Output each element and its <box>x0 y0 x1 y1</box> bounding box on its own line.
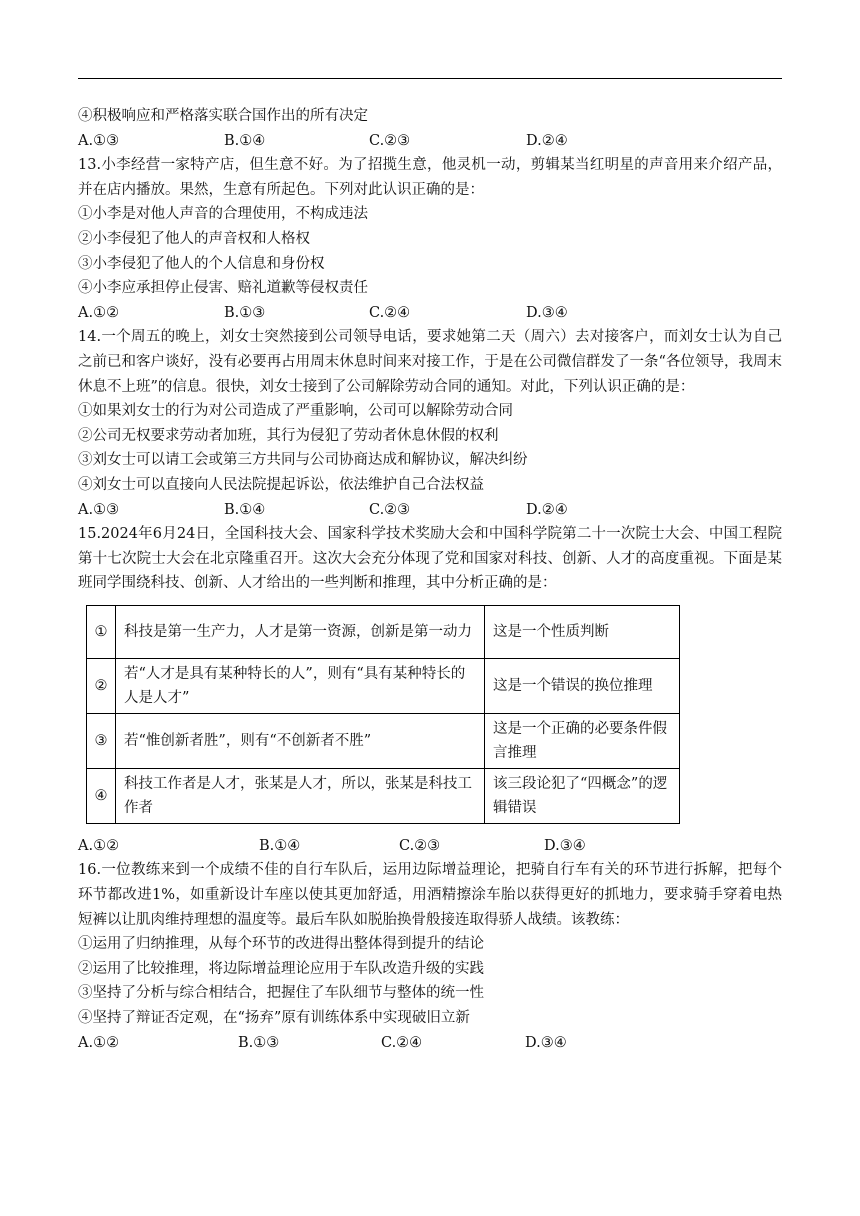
q14-item-2: ②公司无权要求劳动者加班，其行为侵犯了劳动者休息休假的权利 <box>78 427 499 444</box>
q15-option-b[interactable]: B.①④ <box>259 837 301 854</box>
header-rule <box>78 78 782 79</box>
q16-option-d[interactable]: D.③④ <box>525 1034 567 1051</box>
row-analysis: 这是一个错误的换位推理 <box>485 658 680 713</box>
exam-page <box>78 104 782 1055</box>
row-number: ③ <box>87 713 116 768</box>
q14-option-a[interactable]: A.①③ <box>78 501 120 518</box>
q15-stem: 15.2024年6月24日，全国科技大会、国家科学技术奖励大会和中国科学院第二十一次院士大会、中国工程院第十七次院士大会在北京隆重召开。这次大会充分体现了党和国家对科技、创新、人才的高度重视。下面是某班同学围绕科技、创新、人才给出的一些判断和推理，其中分析正确的是： <box>78 526 782 592</box>
q12-option-b[interactable]: B.①④ <box>224 132 266 149</box>
q14-stem: 14.一个周五的晚上，刘女士突然接到公司领导电话，要求她第二天（周六）去对接客户，而刘女士认为自己之前已和客户谈好，没有必要再占用周末休息时间来对接工作，于是在公司微信群发了一条“各位领导，我周末休息不上班”的信息。很快，刘女士接到了公司解除劳动合同的通知。对此，下列认识正确的是： <box>78 329 782 395</box>
q14-option-c[interactable]: C.②③ <box>369 501 411 518</box>
q13-option-b[interactable]: B.①③ <box>224 304 266 321</box>
q12-options <box>78 129 782 154</box>
row-analysis: 这是一个正确的必要条件假言推理 <box>485 713 680 768</box>
q14-option-d[interactable]: D.②④ <box>526 501 568 518</box>
row-statement: 若“人才是具有某种特长的人”，则有“具有某种特长的人是人才” <box>116 658 485 713</box>
table-row <box>87 605 680 658</box>
q13-stem: 13.小李经营一家特产店，但生意不好。为了招揽生意，他灵机一动，剪辑某当红明星的声音用来介绍产品，并在店内播放。果然，生意有所起色。下列对此认识正确的是： <box>78 157 782 198</box>
q15-options <box>78 834 782 859</box>
row-number: ① <box>87 605 116 658</box>
q14-item-4: ④刘女士可以直接向人民法院提起诉讼，依法维护自己合法权益 <box>78 476 484 493</box>
q16-option-b[interactable]: B.①③ <box>238 1034 280 1051</box>
table-row <box>87 713 680 768</box>
q13-item-4: ④小李应承担停止侵害、赔礼道歉等侵权责任 <box>78 280 368 297</box>
row-analysis: 该三段论犯了“四概念”的逻辑错误 <box>485 768 680 823</box>
q12-option-d[interactable]: D.②④ <box>526 132 568 149</box>
q13-item-2: ②小李侵犯了他人的声音权和人格权 <box>78 230 310 247</box>
q15-option-c[interactable]: C.②③ <box>399 837 441 854</box>
q12-option-a[interactable]: A.①③ <box>78 132 120 149</box>
q13-option-a[interactable]: A.①② <box>78 304 120 321</box>
q16-item-1: ①运用了归纳推理，从每个环节的改进得出整体得到提升的结论 <box>78 936 484 953</box>
q15-option-d[interactable]: D.③④ <box>544 837 586 854</box>
q16-options <box>78 1031 782 1056</box>
q13-options <box>78 301 782 326</box>
q14-item-1: ①如果刘女士的行为对公司造成了严重影响，公司可以解除劳动合同 <box>78 403 513 420</box>
q13-item-3: ③小李侵犯了他人的个人信息和身份权 <box>78 255 325 272</box>
q13-item-1: ①小李是对他人声音的合理使用，不构成违法 <box>78 206 368 223</box>
q16-item-4: ④坚持了辩证否定观，在“扬弃”原有训练体系中实现破旧立新 <box>78 1010 470 1027</box>
q12-item-4: ④积极响应和严格落实联合国作出的所有决定 <box>78 108 368 124</box>
row-number: ④ <box>87 768 116 823</box>
q16-stem: 16.一位教练来到一个成绩不佳的自行车队后，运用边际增益理论，把骑自行车有关的环节进行拆解，把每个环节都改进1%，如重新设计车座以使其更加舒适，用酒精擦涂车胎以获得更好的抓地力，要求骑手穿着电热短裤以让肌肉维持理想的温度等。最后车队如脱胎换骨般接连取得骄人战绩。该教练： <box>78 862 782 928</box>
q13-option-c[interactable]: C.②④ <box>369 304 411 321</box>
row-analysis: 这是一个性质判断 <box>485 605 680 658</box>
table-row <box>87 768 680 823</box>
row-number: ② <box>87 658 116 713</box>
q14-options <box>78 498 782 523</box>
q15-table <box>86 605 680 824</box>
q16-item-2: ②运用了比较推理，将边际增益理论应用于车队改造升级的实践 <box>78 960 484 977</box>
q12-option-c[interactable]: C.②③ <box>369 132 411 149</box>
row-statement: 科技是第一生产力，人才是第一资源，创新是第一动力 <box>116 605 485 658</box>
row-statement: 若“惟创新者胜”，则有“不创新者不胜” <box>116 713 485 768</box>
q14-item-3: ③刘女士可以请工会或第三方共同与公司协商达成和解协议，解决纠纷 <box>78 452 528 469</box>
q16-option-c[interactable]: C.②④ <box>381 1034 423 1051</box>
table-row <box>87 658 680 713</box>
q14-option-b[interactable]: B.①④ <box>224 501 266 518</box>
q16-option-a[interactable]: A.①② <box>78 1034 120 1051</box>
q16-item-3: ③坚持了分析与综合相结合，把握住了车队细节与整体的统一性 <box>78 985 484 1002</box>
row-statement: 科技工作者是人才，张某是人才，所以，张某是科技工作者 <box>116 768 485 823</box>
q13-option-d[interactable]: D.③④ <box>526 304 568 321</box>
q15-option-a[interactable]: A.①② <box>78 837 120 854</box>
